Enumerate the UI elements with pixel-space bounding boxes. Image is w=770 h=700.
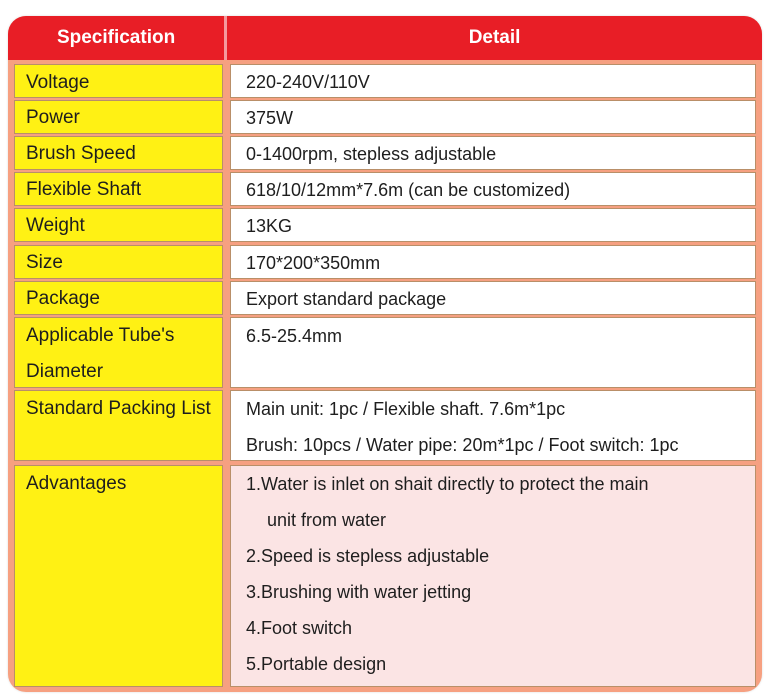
detail-tube-diameter: 6.5-25.4mm [230, 317, 756, 388]
spec-flexible-shaft: Flexible Shaft [14, 172, 223, 206]
detail-flexible-shaft: 618/10/12mm*7.6m (can be customized) [230, 172, 756, 206]
detail-power: 375W [230, 100, 756, 134]
spec-package: Package [14, 281, 223, 315]
detail-brush-speed: 0-1400rpm, stepless adjustable [230, 136, 756, 170]
spec-tube-diameter [14, 317, 223, 388]
detail-size: 170*200*350mm [230, 245, 756, 279]
advantage-item-4: 4.Foot switch [246, 618, 353, 638]
spec-power: Power [14, 100, 223, 134]
advantage-item-5: 5.Portable design [246, 654, 387, 674]
advantage-item-1b: unit from water [267, 510, 387, 530]
spec-weight: Weight [14, 208, 223, 242]
table-header [8, 16, 762, 60]
header-divider [224, 16, 227, 60]
spec-size: Size [14, 245, 223, 279]
detail-package: Export standard package [230, 281, 756, 315]
spec-advantages: Advantages [14, 465, 223, 687]
advantage-item-1a: 1.Water is inlet on shait directly to protect the main [246, 474, 649, 494]
detail-voltage: 220-240V/110V [230, 64, 756, 98]
detail-weight: 13KG [230, 208, 756, 242]
spec-table [8, 16, 762, 692]
spec-packing-list: Standard Packing List [14, 390, 223, 461]
advantage-item-2: 2.Speed is stepless adjustable [246, 546, 490, 566]
advantage-item-3: 3.Brushing with water jetting [246, 582, 472, 602]
header-detail: Detail [468, 27, 521, 48]
spec-brush-speed: Brush Speed [14, 136, 223, 170]
spec-tube-line2: Diameter [26, 361, 104, 382]
packing-line-1: Main unit: 1pc / Flexible shaft. 7.6m*1pc [246, 399, 566, 419]
detail-advantages [230, 465, 756, 687]
spec-tube-line1: Applicable Tube's [26, 325, 175, 346]
spec-voltage: Voltage [14, 64, 223, 98]
detail-packing-list [230, 390, 756, 461]
header-specification: Specification [56, 27, 176, 48]
packing-line-2: Brush: 10pcs / Water pipe: 20m*1pc / Foot switch: 1pc [246, 435, 679, 455]
